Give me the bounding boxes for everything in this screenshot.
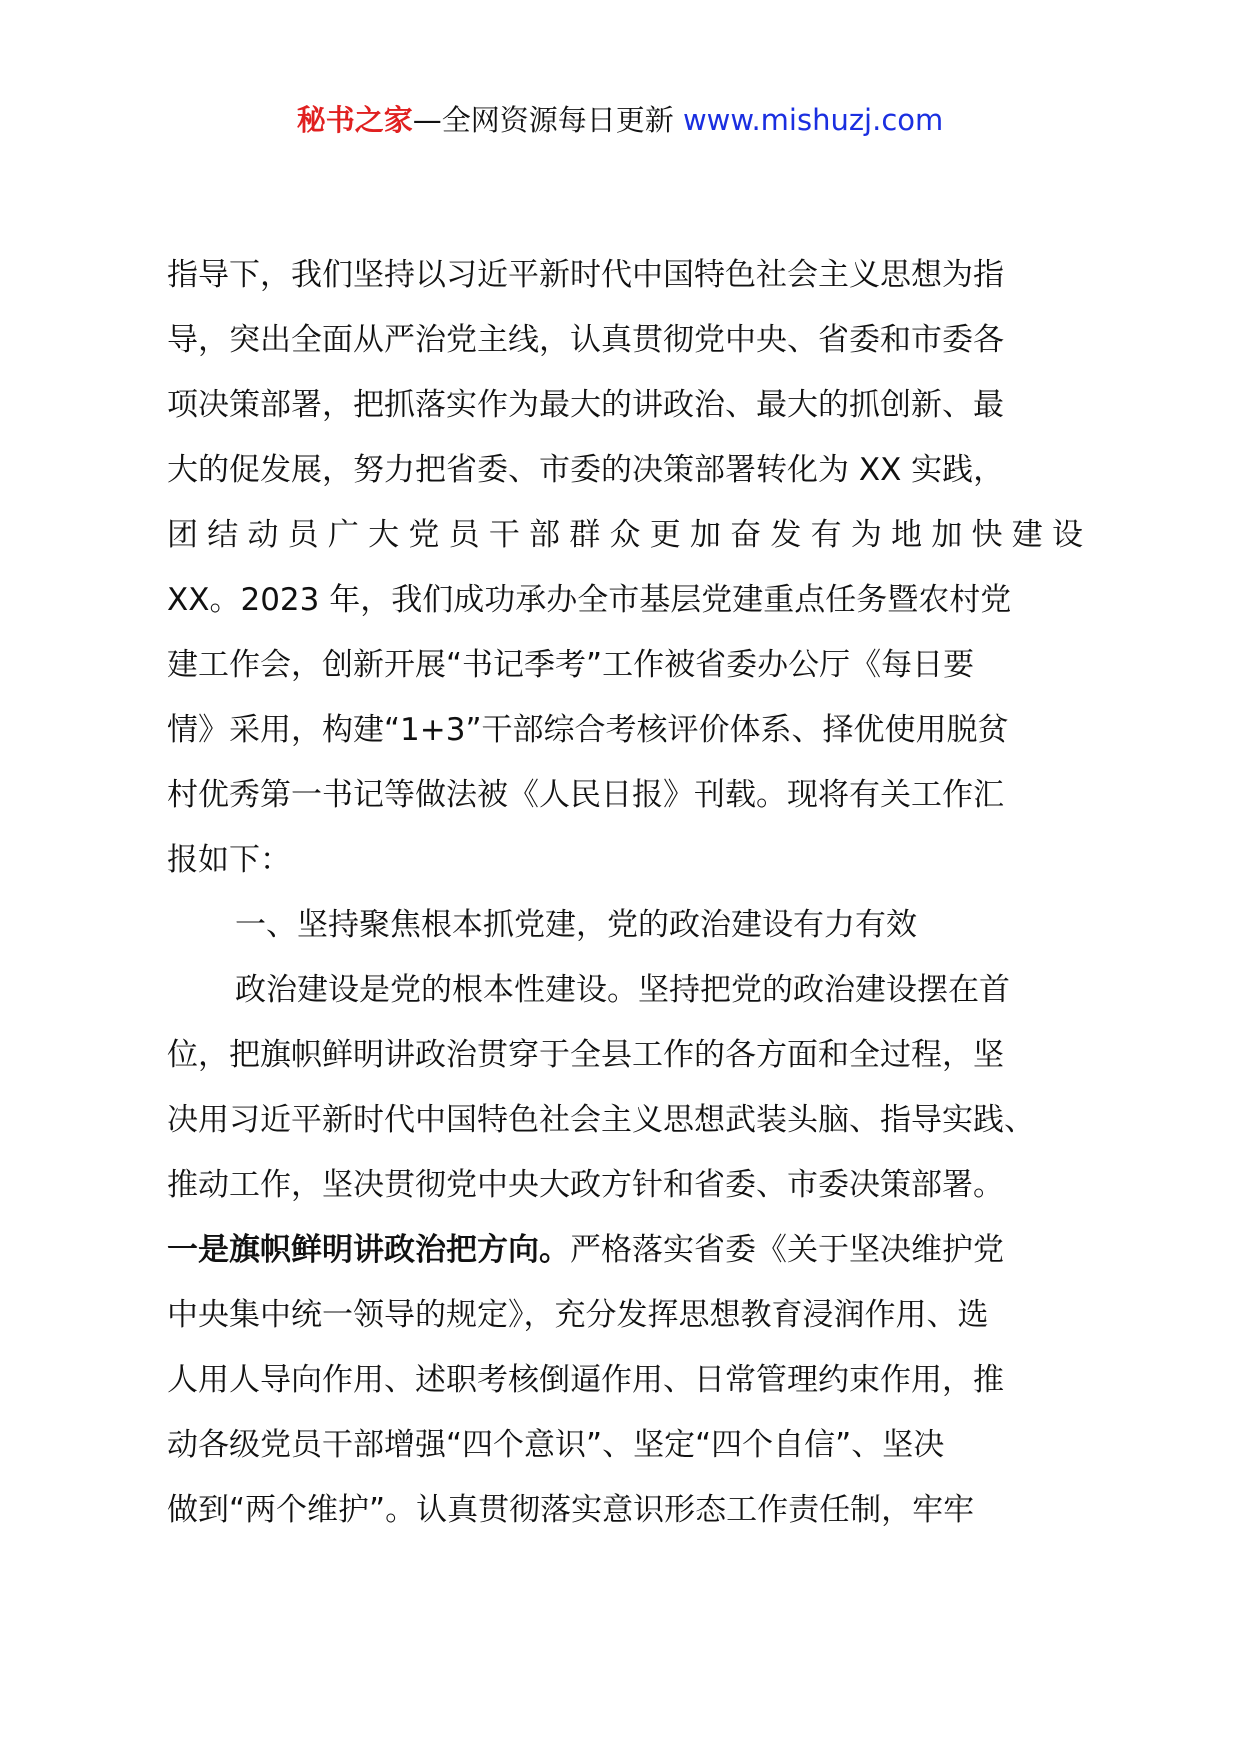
body-line: 人用人导向作用、述职考核倒逼作用、日常管理约束作用，推 [167, 1362, 1004, 1398]
site-brand: 秘书之家 [296, 103, 413, 137]
body-line: 推动工作，坚决贯彻党中央大政方针和省委、市委决策部署。 [167, 1167, 1004, 1203]
body-text-run: 严格落实省委《关于坚决维护党 [570, 1232, 1004, 1268]
point-heading: 一是旗帜鲜明讲政治把方向。 [167, 1232, 570, 1268]
document-body [167, 243, 1087, 1543]
body-line: 决用习近平新时代中国特色社会主义思想武装头脑、指导实践、 [167, 1102, 1035, 1138]
body-line: 项决策部署，把抓落实作为最大的讲政治、最大的抓创新、最 [167, 387, 1004, 423]
body-line: 中央集中统一领导的规定》，充分发挥思想教育浸润作用、选 [167, 1297, 989, 1333]
body-line: 大的促发展，努力把省委、市委的决策部署转化为 XX 实践， [167, 452, 1005, 488]
body-line: 建工作会，创新开展“书记季考”工作被省委办公厅《每日要 [167, 647, 975, 683]
section-heading: 一、坚持聚焦根本抓党建，党的政治建设有力有效 [235, 907, 917, 943]
body-line: 导，突出全面从严治党主线，认真贯彻党中央、省委和市委各 [167, 322, 1004, 358]
body-line: XX。2023 年，我们成功承办全市基层党建重点任务暨农村党 [167, 582, 1012, 618]
body-line: 报如下： [167, 842, 291, 878]
body-line: 团结动员广大党员干部群众更加奋发有为地加快建设 [167, 517, 1087, 553]
body-line: 情》采用，构建“1+3”干部综合考核评价体系、择优使用脱贫 [167, 712, 1009, 748]
body-line: 指导下，我们坚持以习近平新时代中国特色社会主义思想为指 [167, 257, 1004, 293]
body-line: 做到“两个维护”。认真贯彻落实意识形态工作责任制，牢牢 [167, 1492, 975, 1528]
site-url-link[interactable]: www.mishuzj.com [682, 103, 944, 137]
site-header [0, 100, 1240, 140]
body-line: 动各级党员干部增强“四个意识”、坚定“四个自信”、坚决 [167, 1427, 945, 1463]
site-tagline: —全网资源每日更新 [412, 103, 683, 137]
body-line [167, 1218, 1087, 1283]
body-line: 政治建设是党的根本性建设。坚持把党的政治建设摆在首 [235, 972, 1010, 1008]
body-line: 村优秀第一书记等做法被《人民日报》刊载。现将有关工作汇 [167, 777, 1004, 813]
body-line: 位，把旗帜鲜明讲政治贯穿于全县工作的各方面和全过程，坚 [167, 1037, 1004, 1073]
